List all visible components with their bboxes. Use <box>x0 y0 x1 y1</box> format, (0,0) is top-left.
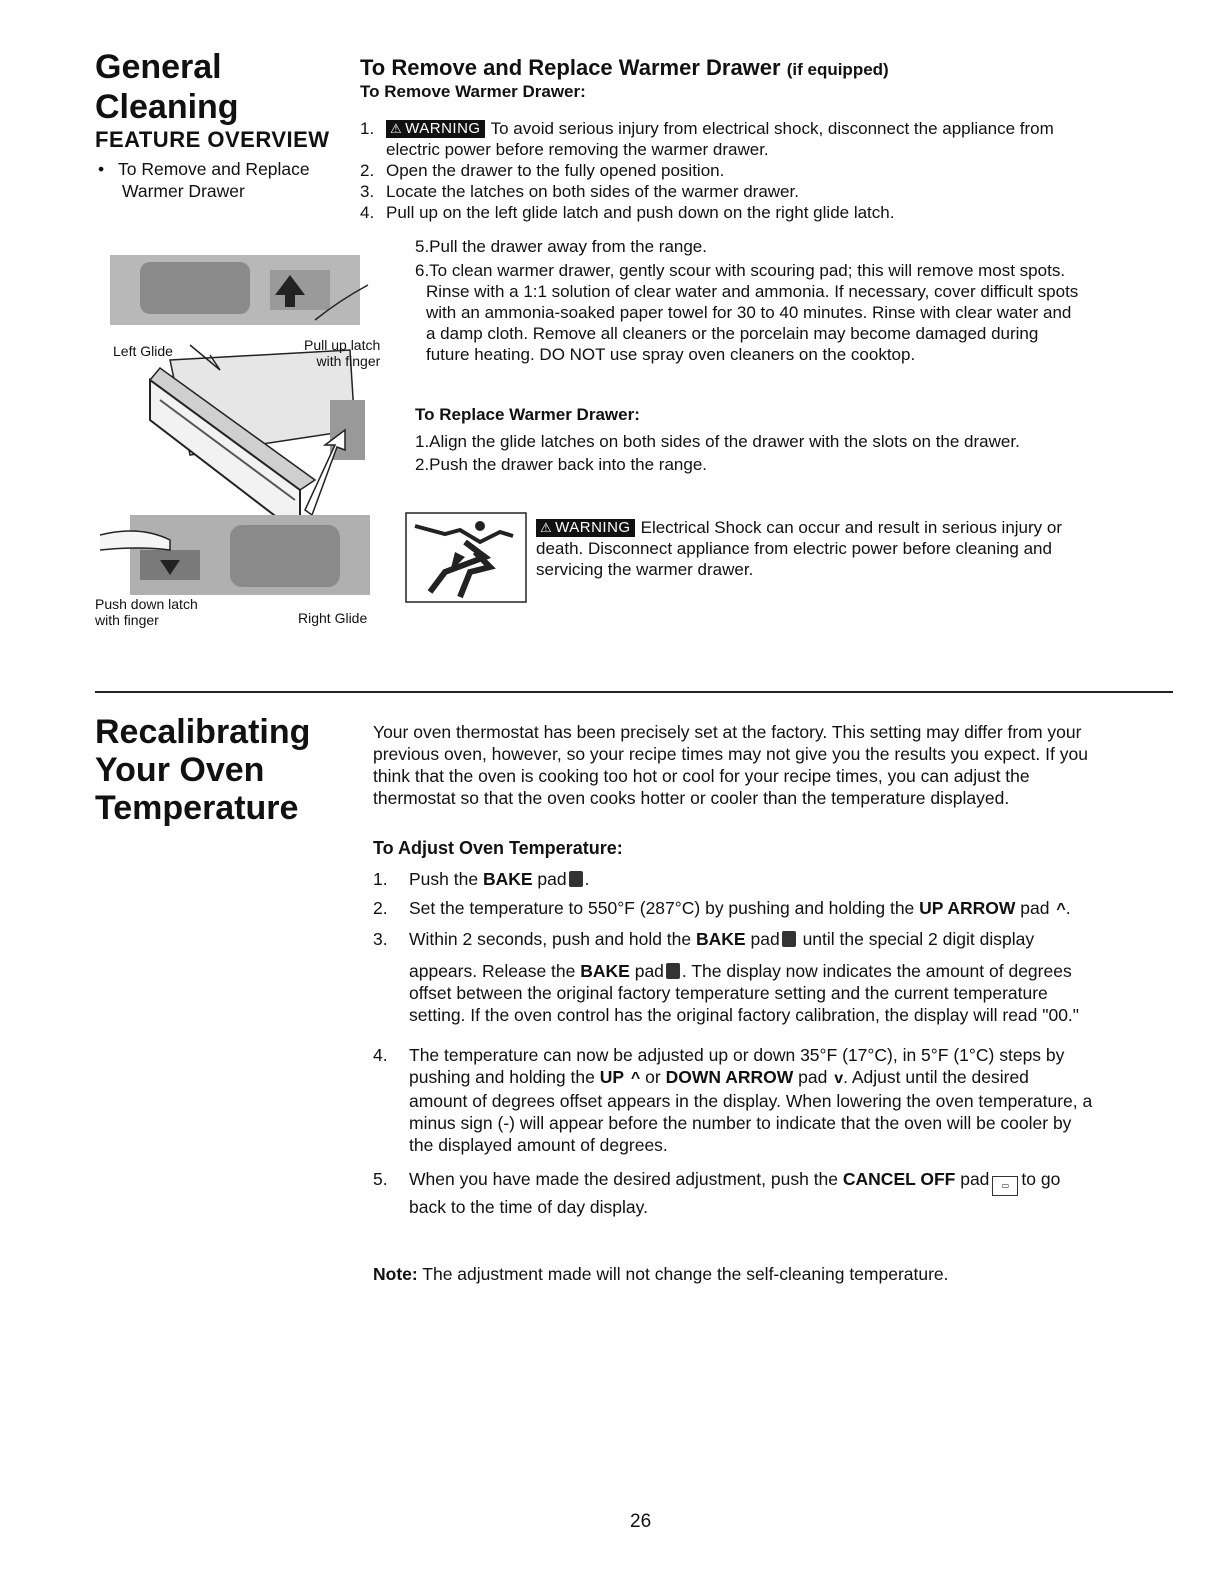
step-text: offset between the original factory temperature setting and the current temperature <box>409 983 1048 1003</box>
latch-body <box>140 262 250 314</box>
warmer-drawer-heading <box>360 55 889 81</box>
warning-label: WARNING <box>555 519 631 536</box>
step-number: 3. <box>373 929 388 949</box>
step-item <box>373 1168 1173 1218</box>
step-text: Set the temperature to 550°F (287°C) by pushing and holding the <box>409 898 915 918</box>
step-item: 1. Push the BAKE pad . <box>373 869 590 889</box>
up-arrow-icon: ^ <box>1056 901 1066 918</box>
up-arrow-stem <box>285 295 295 307</box>
warning-badge <box>536 519 635 537</box>
title-line: Recalibrating <box>95 713 311 751</box>
adjust-heading: To Adjust Oven Temperature: <box>373 838 623 858</box>
step-text: Push the <box>409 869 479 889</box>
step-text: Locate the latches on both sides of the warmer drawer. <box>386 182 799 201</box>
step-text: pad <box>798 1067 828 1087</box>
warning-icon: ⚠ <box>390 121 403 136</box>
step-item <box>373 928 1173 1026</box>
step-text: or <box>645 1067 661 1087</box>
bake-pad-icon <box>666 963 680 979</box>
note <box>373 1263 949 1285</box>
step-text: with an ammonia-soaked paper towel for 30 to 40 minutes. Rinse with clear water and <box>426 303 1072 322</box>
bake-pad-label: BAKE <box>482 869 533 889</box>
step-item <box>360 160 1180 181</box>
down-arrow-pad-label: DOWN ARROW <box>665 1067 794 1087</box>
step-text: setting. If the oven control has the original factory calibration, the display will read "00." <box>409 1005 1080 1025</box>
step-number: 4. <box>373 1045 388 1065</box>
intro-line: think that the oven is cooking too hot or cool for your recipe times, you can adjust the <box>373 766 1030 786</box>
step-number: 5. <box>373 1169 388 1189</box>
step-number: 3. <box>360 182 375 201</box>
step-text: Within 2 seconds, push and hold the <box>409 929 692 949</box>
bake-pad-icon <box>782 931 796 947</box>
section-title-recalibrating <box>95 713 310 827</box>
bullet-icon: • <box>98 159 105 179</box>
step-text: amount of degrees offset appears in the display. When lowering the oven temperature, a <box>409 1091 1093 1111</box>
step-text: . Adjust until the desired <box>843 1067 1029 1087</box>
intro-line: thermostat so that the oven cooks hotter or cooler than the temperature displayed. <box>373 788 1010 808</box>
warning-text: death. Disconnect appliance from electric power before cleaning and <box>536 539 1052 558</box>
step-text: pad <box>634 961 664 981</box>
step-number: 4. <box>360 203 375 222</box>
replace-heading: To Replace Warmer Drawer: <box>415 405 640 424</box>
step-item <box>373 1044 1173 1156</box>
up-arrow-icon: ^ <box>630 1070 641 1087</box>
remove-steps <box>360 118 1180 223</box>
left-glide-label: Left Glide <box>113 343 173 359</box>
step-text: minus sign (-) will appear before the number to indicate that the oven will be cooler by <box>409 1113 1072 1133</box>
remove-heading: To Remove Warmer Drawer: <box>360 82 586 101</box>
warning-text: Electrical Shock can occur and result in serious injury or <box>640 518 1063 537</box>
step-number: 1. <box>373 869 388 889</box>
warning-label: WARNING <box>405 120 481 137</box>
step-text: until the special 2 digit display <box>802 929 1035 949</box>
step-text: appears. Release the <box>409 961 576 981</box>
step-text: 1.Align the glide latches on both sides of the drawer with the slots on the drawer. <box>415 432 1020 451</box>
step-text: pad <box>537 869 567 889</box>
step-text: 5.Pull the drawer away from the range. <box>415 237 707 256</box>
down-arrow-icon: v <box>834 1070 844 1087</box>
step-number: 2. <box>373 898 388 918</box>
bake-pad-label: BAKE <box>696 929 746 949</box>
intro-line: Your oven thermostat has been precisely set at the factory. This setting may differ from your <box>373 722 1082 742</box>
step-text: future heating. DO NOT use spray oven cleaners on the cooktop. <box>426 345 916 364</box>
heading-suffix: (if equipped) <box>786 60 889 79</box>
step-item <box>360 202 1180 223</box>
step-text: pushing and holding the <box>409 1067 595 1087</box>
title-line: Cleaning <box>95 88 239 126</box>
shock-warning-text <box>536 517 1186 580</box>
step-item: 2. Set the temperature to 550°F (287°C) by pushing and holding the UP ARROW pad ^. <box>373 897 1173 921</box>
adjust-steps <box>373 868 1173 1218</box>
warning-badge <box>386 120 485 138</box>
step-text: pad <box>750 929 780 949</box>
note-text: The adjustment made will not change the self-cleaning temperature. <box>422 1264 949 1284</box>
step-text: to go <box>1021 1169 1061 1189</box>
recal-intro <box>373 721 1173 809</box>
feature-bullet <box>98 158 338 202</box>
title-line: Your Oven <box>95 751 265 789</box>
step-text: . The display now indicates the amount of degrees <box>681 961 1072 981</box>
note-label: Note: <box>373 1264 418 1284</box>
step-text: electric power before removing the warmer drawer. <box>386 140 769 159</box>
step-text: The temperature can now be adjusted up or down 35°F (17°C), in 5°F (1°C) steps by <box>409 1045 1065 1065</box>
cancel-off-pad-label: CANCEL OFF <box>842 1169 956 1189</box>
bake-pad-icon <box>569 871 583 887</box>
step-text: the displayed amount of degrees. <box>409 1135 668 1155</box>
label-line: Push down latch <box>95 596 198 612</box>
section-title-general <box>95 48 239 126</box>
pull-up-latch-label <box>304 337 380 369</box>
steps-5-6 <box>415 236 1185 365</box>
right-glide-label: Right Glide <box>298 610 368 626</box>
electric-shock-icon <box>405 512 529 604</box>
page-number: 26 <box>630 1511 652 1532</box>
step-text: 2.Push the drawer back into the range. <box>415 455 708 474</box>
step-item <box>360 118 1180 160</box>
bullet-text: Warmer Drawer <box>122 181 245 201</box>
heading-text: To Remove and Replace Warmer Drawer <box>360 55 781 80</box>
title-line: General <box>95 48 222 86</box>
step-text: Open the drawer to the fully opened position. <box>386 161 725 180</box>
step-text: pad <box>960 1169 990 1189</box>
step-text: 6.To clean warmer drawer, gently scour with scouring pad; this will remove most spots. <box>415 261 1066 280</box>
warning-text: servicing the warmer drawer. <box>536 560 754 579</box>
step-text: Pull up on the left glide latch and push down on the right glide latch. <box>386 203 895 222</box>
step-text: To avoid serious injury from electrical shock, disconnect the appliance from <box>490 119 1054 138</box>
step-text: Rinse with a 1:1 solution of clear water and ammonia. If necessary, cover difficult spots <box>426 282 1079 301</box>
section-divider <box>95 691 1173 693</box>
step-text: back to the time of day display. <box>409 1197 648 1217</box>
bullet-text: To Remove and Replace <box>118 159 310 179</box>
title-line: Temperature <box>95 789 299 827</box>
step-text: pad <box>1020 898 1050 918</box>
feature-overview-heading: FEATURE OVERVIEW <box>95 127 330 152</box>
step-item <box>360 181 1180 202</box>
intro-line: previous oven, however, so your recipe times may not give you the results you expect. If you <box>373 744 1088 764</box>
push-down-latch-label <box>95 596 198 628</box>
step-number: 2. <box>360 161 375 180</box>
cancel-off-pad-icon: ▭ <box>992 1176 1018 1196</box>
up-arrow-pad-label: UP ARROW <box>919 898 1016 918</box>
label-line: with finger <box>95 612 159 628</box>
label-line: with finger <box>316 353 381 369</box>
bake-pad-label: BAKE <box>580 961 630 981</box>
warning-icon: ⚠ <box>540 520 553 535</box>
up-pad-label: UP <box>599 1067 625 1087</box>
replace-steps <box>415 431 1185 475</box>
warmer-drawer-illustration <box>100 250 390 600</box>
label-line: Pull up latch <box>304 337 381 353</box>
arrow-icon <box>305 430 345 515</box>
latch-body <box>230 525 340 587</box>
step-text: a damp cloth. Remove all cleaners or the porcelain may become damaged during <box>426 324 1039 343</box>
step-text: When you have made the desired adjustment, push the <box>409 1169 839 1189</box>
step-number: 1. <box>360 119 375 138</box>
